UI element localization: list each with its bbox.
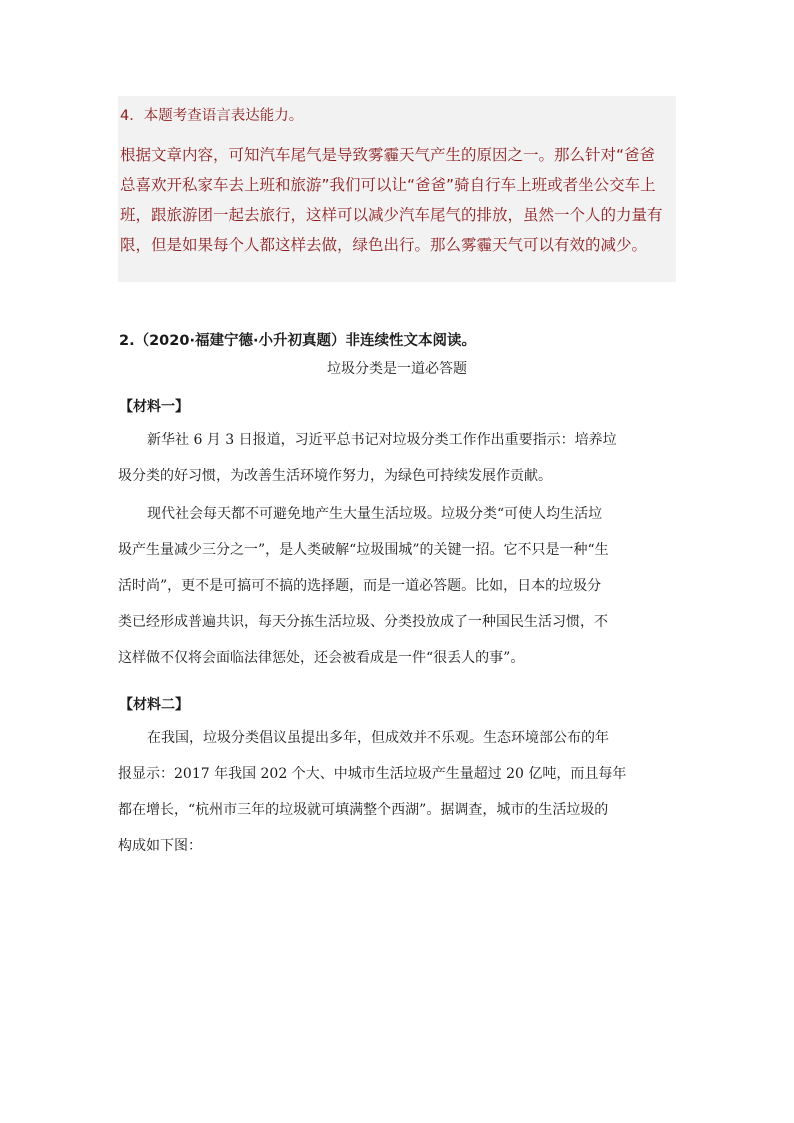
material-one-paragraph-2	[118, 496, 678, 676]
answer-line: 班，跟旅游团一起去旅行，这样可以减少汽车尾气的排放，虽然一个人的力量有	[120, 206, 663, 224]
text-line: 活时尚”，更不是可搞可不搞的选择题，而是一道必答题。比如，日本的垃圾分	[118, 578, 602, 594]
material-two-paragraph-1	[118, 720, 678, 864]
material-one-paragraph-1	[118, 422, 678, 494]
text-line: 构成如下图：	[118, 838, 202, 854]
text-line: 报显示：2017 年我国 202 个大、中城市生活垃圾产生量超过 20 亿吨，而且每年	[118, 766, 627, 782]
text-line: 这样做不仅将会面临法律惩处，还会被看成是一件“很丢人的事”。	[118, 650, 525, 666]
text-line: 都在增长，“杭州市三年的垃圾就可填满整个西湖”。据调查，城市的生活垃圾的	[118, 802, 609, 818]
material-one-label: 【材料一】	[119, 399, 189, 415]
question-heading: 2.（2020·福建宁德·小升初真题）非连续性文本阅读。	[119, 333, 476, 349]
answer-title: 4．本题考查语言表达能力。	[120, 108, 304, 124]
material-two-label: 【材料二】	[119, 697, 189, 713]
text-line: 在我国，垃圾分类倡议虽提出多年，但成效并不乐观。生态环境部公布的年	[147, 730, 609, 746]
article-title: 垃圾分类是一道必答题	[327, 361, 467, 377]
text-line: 新华社 6 月 3 日报道，习近平总书记对垃圾分类工作作出重要指示：培养垃	[147, 432, 617, 448]
text-line: 类已经形成普遍共识，每天分拣生活垃圾、分类投放成了一种国民生活习惯，不	[118, 614, 608, 630]
text-line: 现代社会每天都不可避免地产生大量生活垃圾。垃圾分类“可使人均生活垃	[147, 506, 603, 522]
answer-line: 限，但是如果每个人都这样去做，绿色出行。那么雾霾天气可以有效的减少。	[120, 236, 648, 254]
answer-line: 根据文章内容，可知汽车尾气是导致雾霾天气产生的原因之一。那么针对“爸爸	[120, 146, 656, 164]
answer-explanation-box	[118, 96, 676, 282]
text-line: 圾产生量减少三分之一”，是人类破解“垃圾围城”的关键一招。它不只是一种“生	[118, 542, 609, 558]
text-line: 圾分类的好习惯，为改善生活环境作努力，为绿色可持续发展作贡献。	[118, 468, 552, 484]
answer-line: 总喜欢开私家车去上班和旅游”我们可以让“爸爸”骑自行车上班或者坐公交车上	[120, 176, 656, 194]
